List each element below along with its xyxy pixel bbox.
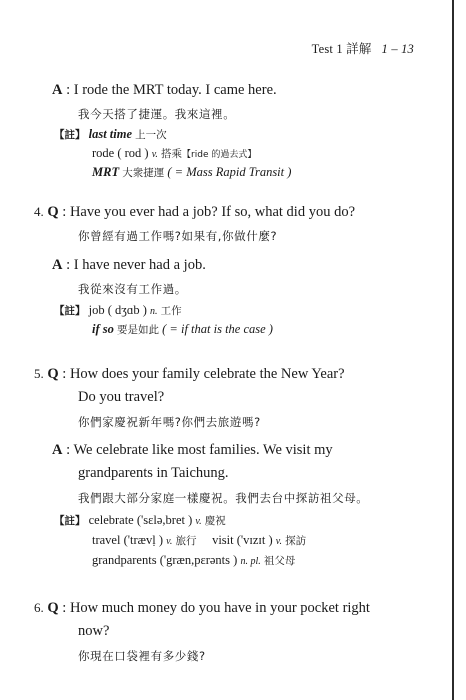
note-expand: ( = Mass Rapid Transit ) xyxy=(167,165,292,179)
note-word: travel xyxy=(92,533,121,547)
note-gloss: 搭乘 xyxy=(161,148,183,160)
note-pos: v. xyxy=(151,149,158,160)
note-expand: ( = if that is the case ) xyxy=(162,322,273,336)
note-line xyxy=(92,553,295,568)
answer-label: A xyxy=(52,442,63,458)
note-pos: v. xyxy=(275,536,282,547)
note-pos: n. xyxy=(150,306,158,317)
answer-translation: 我們跟大部分家庭一樣慶祝。我們去台中探訪祖父母。 xyxy=(78,491,369,505)
answer-translation: 我今天搭了捷運。我來這裡。 xyxy=(78,107,236,121)
note-word: visit xyxy=(212,533,234,547)
running-header xyxy=(312,39,414,57)
note-gloss: 要是如此 xyxy=(117,324,159,336)
note-term: MRT xyxy=(92,165,120,179)
question-text-continued: now? xyxy=(78,623,110,639)
note-pron: ('vɪzɪt ) xyxy=(236,533,273,547)
note-line xyxy=(54,303,182,318)
note-line xyxy=(92,533,306,548)
note-gloss: 祖父母 xyxy=(263,555,296,567)
note-word: job xyxy=(88,303,105,317)
question-line: 6. Q : How much money do you have in your pocket right xyxy=(34,600,370,616)
note-pron: ( dʒɑb ) xyxy=(107,303,147,317)
question-number: 5. xyxy=(34,366,44,381)
question-line: 5. Q : How does your family celebrate the New Year? xyxy=(34,366,345,382)
note-line xyxy=(54,127,167,142)
answer-translation: 我從來沒有工作過。 xyxy=(78,282,187,296)
note-tag: 【註】 xyxy=(54,305,86,317)
header-title: Test 1 詳解 xyxy=(311,42,372,56)
question-label: Q xyxy=(47,204,59,220)
answer-text: We celebrate like most families. We visit my xyxy=(73,442,333,458)
note-word: grandparents xyxy=(92,553,157,567)
note-line xyxy=(92,322,273,337)
header-page-number: 1 – 13 xyxy=(381,42,414,56)
question-translation: 你曾經有過工作嗎?如果有,你做什麼? xyxy=(78,229,278,243)
question-line: 4. Q : Have you ever had a job? If so, what did you do? xyxy=(34,204,356,220)
note-line xyxy=(92,146,256,161)
note-gloss: 工作 xyxy=(160,305,182,317)
note-extra: 【ride 的過去式】 xyxy=(182,150,257,160)
question-label: Q xyxy=(47,600,59,616)
note-gloss: 上一次 xyxy=(135,129,167,141)
question-text: How does your family celebrate the New Year? xyxy=(69,366,345,382)
answer-line: A : I have never had a job. xyxy=(52,257,206,273)
page-edge-band xyxy=(454,0,466,700)
question-number: 4. xyxy=(34,204,44,219)
answer-line: A : I rode the MRT today. I came here. xyxy=(52,82,277,98)
note-line xyxy=(54,513,226,528)
answer-label: A xyxy=(52,257,63,273)
answer-line: A : We celebrate like most families. We visit my xyxy=(52,442,333,458)
question-translation: 你現在口袋裡有多少錢? xyxy=(78,649,206,663)
note-pos: n. pl. xyxy=(240,556,261,567)
note-gloss: 旅行 xyxy=(175,535,197,547)
answer-label: A xyxy=(52,82,63,98)
note-word: rode xyxy=(92,146,115,160)
question-label: Q xyxy=(47,366,59,382)
note-word: celebrate xyxy=(88,513,134,527)
note-tag: 【註】 xyxy=(54,129,86,141)
note-pron: ('græn,pɛrənts ) xyxy=(159,553,238,567)
answer-text: I rode the MRT today. I came here. xyxy=(73,82,277,98)
question-text-continued: Do you travel? xyxy=(78,389,165,405)
question-text: Have you ever had a job? If so, what did you do? xyxy=(69,204,356,220)
note-pron: ( rod ) xyxy=(117,146,149,160)
question-number: 6. xyxy=(34,600,44,615)
note-gloss: 慶祝 xyxy=(204,515,226,527)
note-line xyxy=(92,165,291,180)
question-translation: 你們家慶祝新年嗎?你們去旅遊嗎? xyxy=(78,415,261,429)
note-pos: v. xyxy=(166,536,173,547)
note-gloss: 大衆捷運 xyxy=(122,167,165,179)
note-gloss: 探訪 xyxy=(285,535,307,547)
answer-text-continued: grandparents in Taichung. xyxy=(78,465,229,481)
note-pos: v. xyxy=(195,516,202,527)
note-pron: ('trævḷ ) xyxy=(123,533,163,547)
note-term: if so xyxy=(92,322,114,336)
note-pron: ('sɛlə,bret ) xyxy=(136,513,193,527)
answer-text: I have never had a job. xyxy=(73,257,206,273)
note-tag: 【註】 xyxy=(54,515,86,527)
question-text: How much money do you have in your pocket right xyxy=(69,600,370,616)
note-term: last time xyxy=(88,127,133,141)
